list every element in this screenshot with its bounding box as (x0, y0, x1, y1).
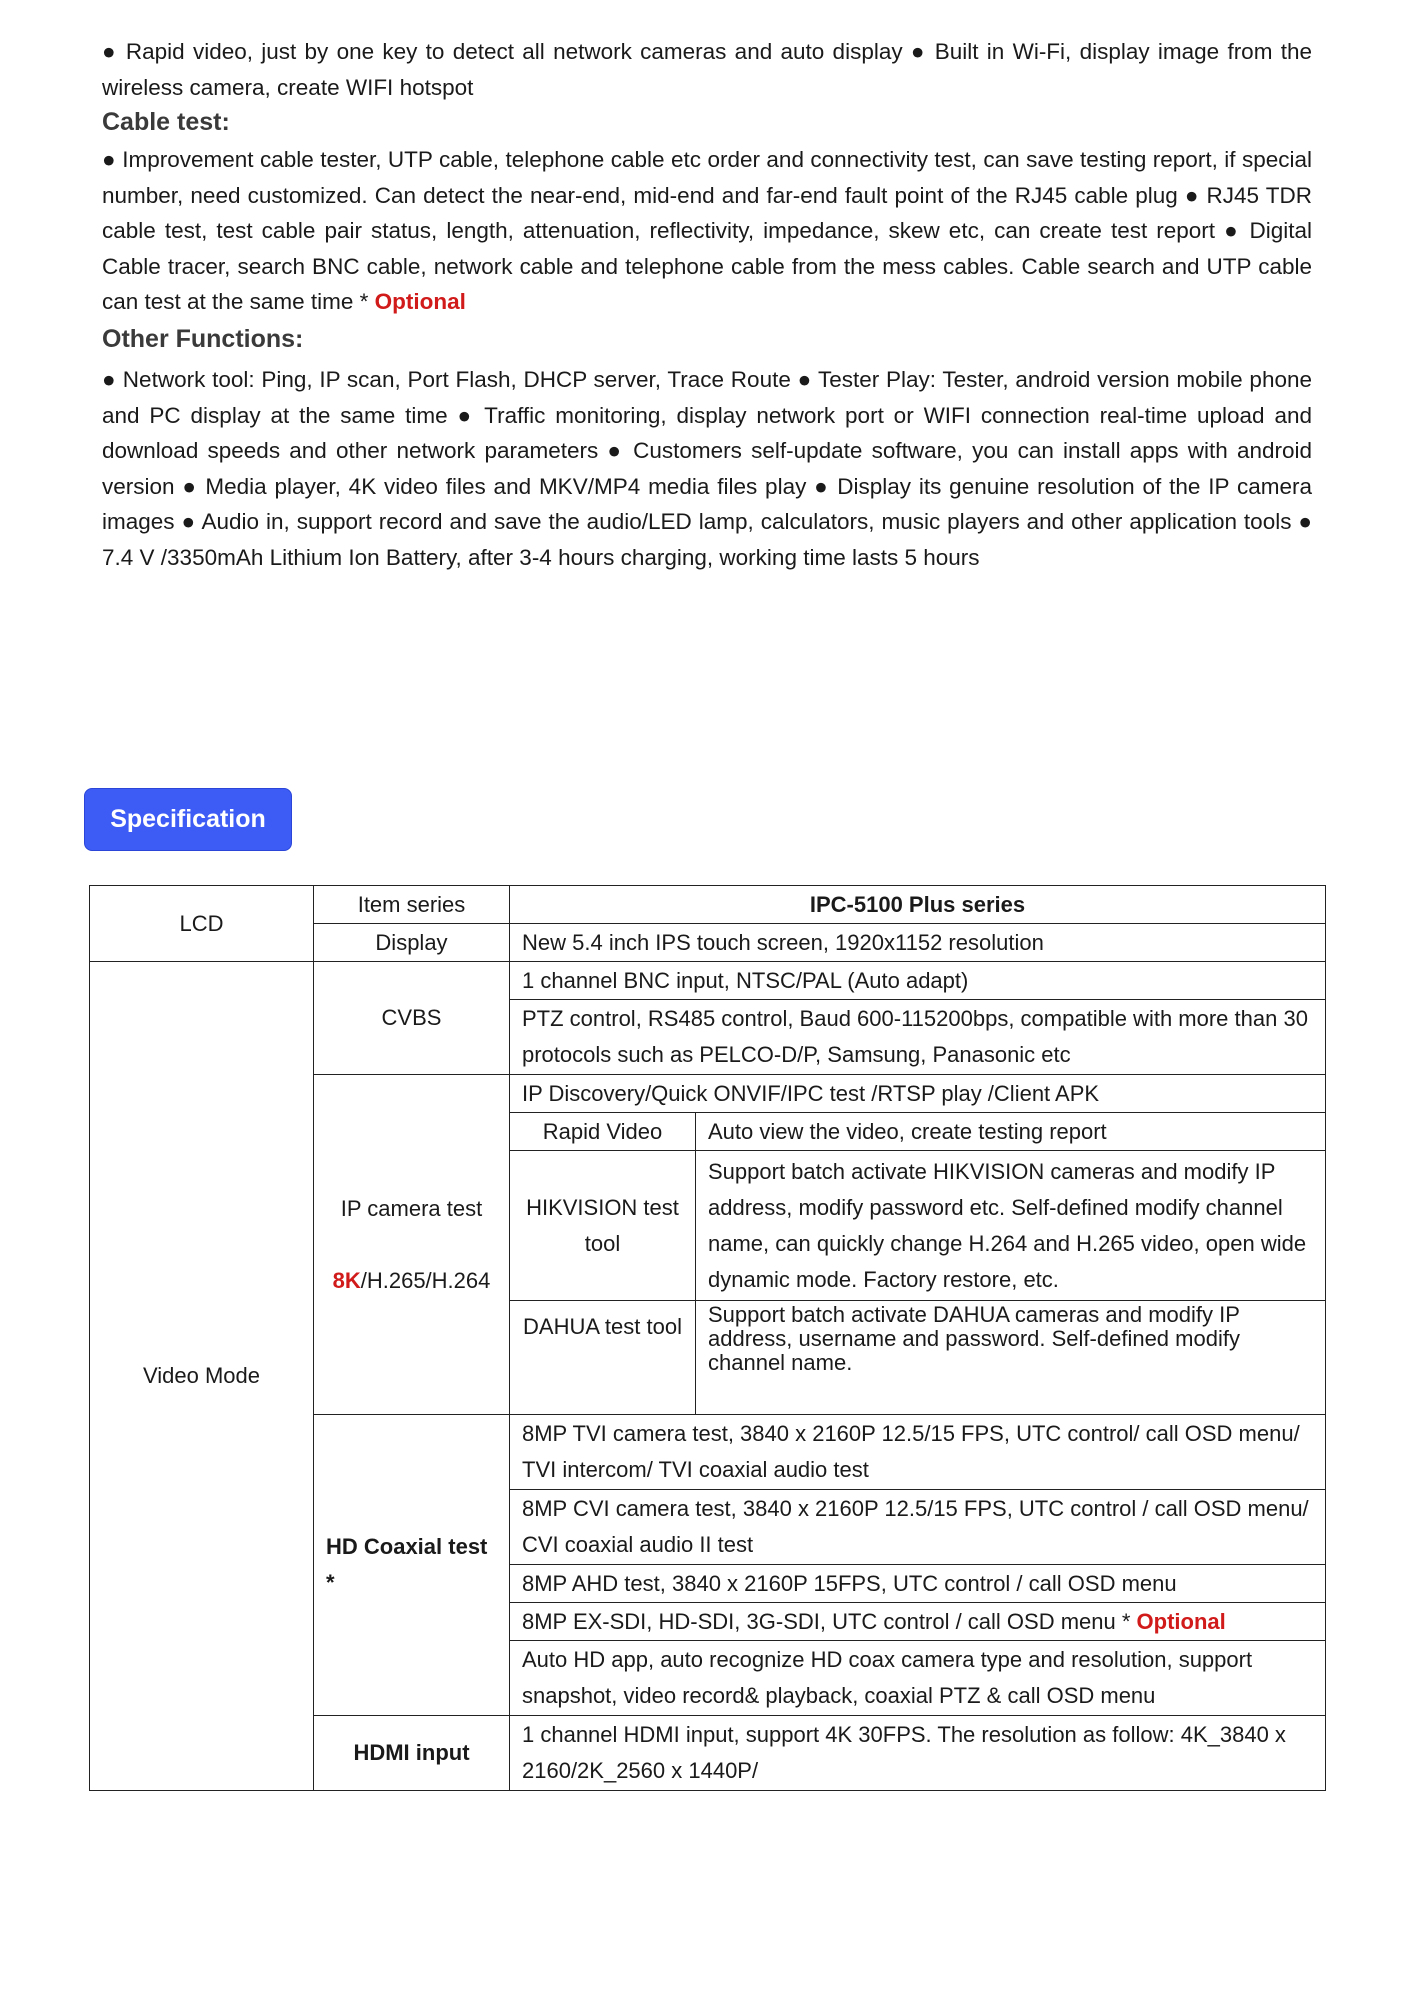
other-functions-heading: Other Functions: (102, 325, 304, 353)
cvbs-ptz-control: PTZ control, RS485 control, Baud 600-115200bps, compatible with more than 30 protocols such as PELCO-D/P, Samsung, Panasonic etc (510, 1000, 1326, 1075)
table-row (90, 886, 1326, 924)
ip-camera-test-title: IP camera test (340, 1195, 483, 1221)
hd-ahd-test: 8MP AHD test, 3840 x 2160P 15FPS, UTC control / call OSD menu (510, 1565, 1326, 1603)
other-functions-text: ● Network tool: Ping, IP scan, Port Flash, DHCP server, Trace Route ● Tester Play: Tester, android version mobile phone and PC display at the same time ● Traffic monitoring, display network port or WIFI connection real-time upload and download speeds and other network parameters ● Customers self-update software, you can install apps with android version ● Media player, 4K video files and MKV/MP4 media files play ● Display its genuine resolution of the IP camera images ● Audio in, support record and save the audio/LED lamp, calculators, music players and other application tools ● 7.4 V /3350mAh Lithium Ion Battery, after 3-4 hours charging, working time lasts 5 hours (102, 367, 1312, 570)
rapid-video-label: Rapid Video (510, 1113, 696, 1151)
dahua-tool-value: Support batch activate DAHUA cameras and modify IP address, username and password. Self-defined modify channel name. (696, 1301, 1326, 1415)
cable-test-text: ● Improvement cable tester, UTP cable, telephone cable etc order and connectivity test, can save testing report, if special number, need customized. Can detect the near-end, mid-end and far-end fault point of the RJ45 cable plug ● RJ45 TDR cable test, test cable pair status, length, attenuation, reflectivity, impedance, skew etc, can create test report ● Digital Cable tracer, search BNC cable, network cable and telephone cable from the mess cables. Cable search and UTP cable can test at the same time * (102, 147, 1312, 314)
hd-coaxial-label: HD Coaxial test * (314, 1415, 510, 1716)
video-mode-label: Video Mode (90, 962, 314, 1791)
item-series-label: Item series (314, 886, 510, 924)
ip-camera-test-label (314, 1075, 510, 1415)
hikvision-tool-label: HIKVISION test tool (510, 1151, 696, 1301)
ip-discovery: IP Discovery/Quick ONVIF/IPC test /RTSP play /Client APK (510, 1075, 1326, 1113)
item-series-value: IPC-5100 Plus series (510, 886, 1326, 924)
dahua-tool-label: DAHUA test tool (510, 1301, 696, 1415)
table-row (90, 962, 1326, 1000)
ip-8k-label: 8K (332, 1267, 361, 1293)
cvbs-bnc-input: 1 channel BNC input, NTSC/PAL (Auto adapt) (510, 962, 1326, 1000)
hdmi-input-label: HDMI input (314, 1716, 510, 1791)
optional-label: Optional (374, 289, 466, 314)
intro-text: ● Rapid video, just by one key to detect all network cameras and auto display ● Built in Wi-Fi, display image from the wireless camera, create WIFI hotspot (102, 39, 1312, 100)
other-functions-paragraph (102, 362, 1312, 575)
ip-codec-label: /H.265/H.264 (360, 1267, 491, 1293)
hd-auto-app: Auto HD app, auto recognize HD coax camera type and resolution, support snapshot, video record& playback, coaxial PTZ & call OSD menu (510, 1641, 1326, 1716)
specification-table (89, 885, 1326, 1791)
intro-paragraph (102, 34, 1312, 105)
lcd-label: LCD (90, 886, 314, 962)
hd-sdi-text: 8MP EX-SDI, HD-SDI, 3G-SDI, UTC control / call OSD menu * (522, 1608, 1131, 1634)
hikvision-tool-value: Support batch activate HIKVISION cameras and modify IP address, modify password etc. Self-defined modify channel name, can quickly change H.264 and H.265 video, open wide dynamic mode. Factory restore, etc. (696, 1151, 1326, 1301)
display-label: Display (314, 924, 510, 962)
hd-cvi-test: 8MP CVI camera test, 3840 x 2160P 12.5/15 FPS, UTC control / call OSD menu/ CVI coaxial audio II test (510, 1490, 1326, 1565)
display-value: New 5.4 inch IPS touch screen, 1920x1152 resolution (510, 924, 1326, 962)
hd-tvi-test: 8MP TVI camera test, 3840 x 2160P 12.5/15 FPS, UTC control/ call OSD menu/ TVI intercom/ TVI coaxial audio test (510, 1415, 1326, 1490)
hd-sdi-test (510, 1603, 1326, 1641)
hd-sdi-optional: Optional (1136, 1608, 1226, 1634)
hdmi-input-value: 1 channel HDMI input, support 4K 30FPS. The resolution as follow: 4K_3840 x 2160/2K_2560 x 1440P/ (510, 1716, 1326, 1791)
cable-test-heading: Cable test: (102, 108, 230, 136)
rapid-video-value: Auto view the video, create testing report (696, 1113, 1326, 1151)
cable-test-paragraph (102, 142, 1312, 320)
cvbs-label: CVBS (314, 962, 510, 1075)
specification-button[interactable]: Specification (84, 788, 292, 851)
